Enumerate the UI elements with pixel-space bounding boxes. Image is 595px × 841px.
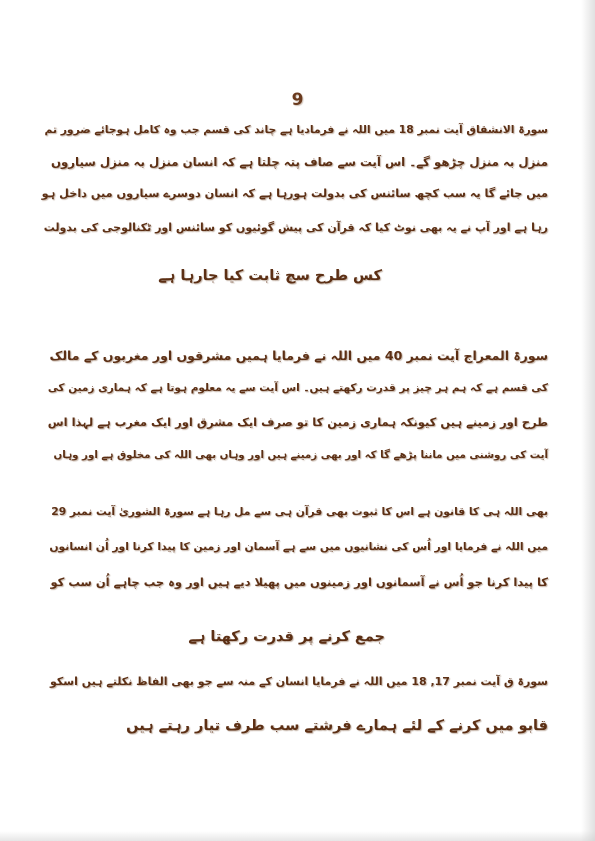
paragraph-2-line-7: کا پیدا کرنا جو اُس نے آسمانوں اور زمینوں میں پھیلا دیے ہیں اور وہ جب چاہے اُن سب کو xyxy=(50,575,548,589)
paragraph-3-line-1: سورۃ ق آیت نمبر 17, 18 میں اللہ نے فرمایا انسان کے منہ سے جو بھی الفاظ نکلتے ہیں اسکو xyxy=(50,675,548,688)
paragraph-1-line-2: منزل بہ منزل چڑھو گے۔ اس آیت سے صاف پتہ چلتا ہے کہ انسان منزل بہ منزل سیاروں xyxy=(50,155,548,169)
paragraph-2-line-1: سورۃ المعراج آیت نمبر 40 میں اللہ نے فرمایا ہمیں مشرقوں اور مغربوں کے مالک xyxy=(49,348,548,363)
page-edge-shadow-bottom xyxy=(0,831,595,841)
paragraph-1-line-1: سورۃ الانشقاق آیت نمبر 18 میں اللہ نے فرمادیا ہے چاند کی قسم جب وہ کامل ہوجائے ضرور تم xyxy=(44,123,548,136)
paragraph-2-line-8: جمع کرنے پر قدرت رکھتا ہے xyxy=(188,629,385,645)
paragraph-2-line-4: آیت کی روشنی میں ماننا پڑھے گا کہ اور بھی زمینے ہیں اور وہاں بھی اللہ کی مخلوق ہے اور وہاں xyxy=(53,449,548,461)
paragraph-2-line-5: بھی اللہ ہی کا قانون ہے اس کا ثبوت بھی قرآن ہی سے مل رہا ہے سورۃ الشوریٰ آیت نمبر 29 xyxy=(51,505,548,518)
paragraph-1-line-4: رہا ہے اور آپ نے یہ بھی نوٹ کیا کہ قرآن کی پیش گوئیوں کو سائنس اور ٹکنالوجی کی بدولت xyxy=(43,221,548,234)
paragraph-2-line-6: میں اللہ نے فرمایا اور اُس کی نشانیوں میں سے ہے آسمان اور زمین کا پیدا کرنا اور اُن انسانوں xyxy=(49,540,548,553)
paragraph-2-line-3: طرح اور زمینے ہیں کیونکہ ہماری زمین کا تو صرف ایک مشرق اور ایک مغرب ہے لہذا اس xyxy=(47,415,548,429)
page-number: 9 xyxy=(291,90,304,110)
paragraph-1-line-5: کس طرح سچ ثابت کیا جارہا ہے xyxy=(158,268,382,284)
paragraph-3-line-2: قابو میں کرنے کے لئے ہمارے فرشتے سب طرف تیار رہتے ہیں xyxy=(126,718,548,734)
page-edge-shadow-right xyxy=(581,0,595,841)
paragraph-1-line-3: میں جائے گا یہ سب کچھ سائنس کی بدولت ہورہا ہے کہ انسان دوسرے سیاروں میں داخل ہو xyxy=(41,187,548,200)
paragraph-2-line-2: کی قسم ہے کہ ہم ہر چیز پر قدرت رکھتے ہیں۔ اس آیت سے یہ معلوم ہوتا ہے کہ ہماری زمین کی xyxy=(47,382,548,394)
